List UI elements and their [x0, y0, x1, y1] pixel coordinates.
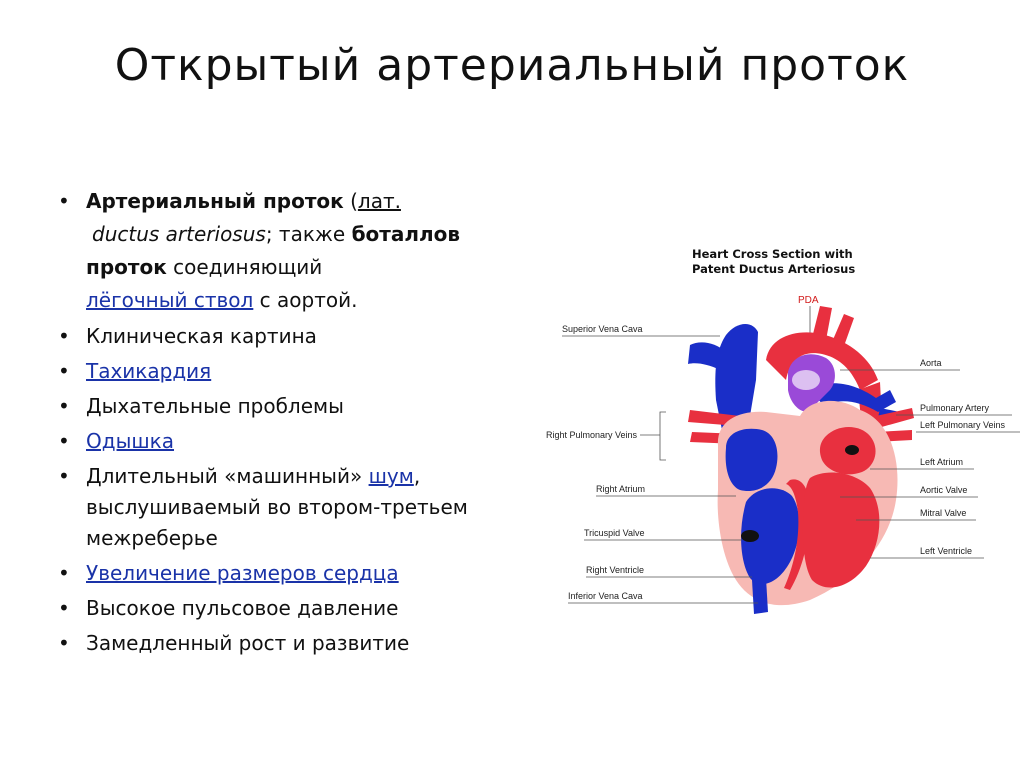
- clinical-picture: Клиническая картина: [86, 324, 317, 348]
- label-inferior-vena-cava: Inferior Vena Cava: [568, 591, 643, 601]
- pulse-pressure: Высокое пульсовое давление: [86, 596, 399, 620]
- term-ductus: Артериальный проток: [86, 189, 344, 213]
- left-atrium-opening: [845, 445, 859, 455]
- breathing-problems: Дыхательные проблемы: [86, 394, 344, 418]
- bullet-list: [58, 185, 508, 663]
- left-ventricle: [803, 473, 879, 588]
- list-item: [58, 558, 508, 589]
- diagram-title-line2: Patent Ductus Arteriosus: [692, 262, 856, 276]
- list-item: • Артериальный проток (лат. ductus arteriosus; также боталлов проток соединяющий лёгочный ствол с аортой.: [58, 185, 508, 317]
- label-right-ventricle: Right Ventricle: [586, 565, 645, 575]
- diagram-title-line1: Heart Cross Section with: [692, 247, 853, 261]
- label-pulmonary-artery: Pulmonary Artery: [920, 403, 990, 413]
- list-item: [58, 321, 508, 352]
- label-mitral-valve: Mitral Valve: [920, 508, 967, 518]
- tricuspid-valve: [741, 530, 759, 542]
- label-tricuspid-valve: Tricuspid Valve: [584, 528, 645, 538]
- alt-name-2: проток: [86, 255, 167, 279]
- label-aorta: Aorta: [920, 358, 942, 368]
- latin-name: ductus arteriosus: [92, 222, 266, 246]
- label-left-pulmonary-veins: Left Pulmonary Veins: [920, 420, 1006, 430]
- heart-cross-section-svg: [540, 240, 1024, 630]
- inferior-vena-cava: [752, 578, 768, 614]
- tachycardia-link[interactable]: Тахикардия: [86, 359, 212, 383]
- pda-label: PDA: [798, 295, 819, 306]
- pulmonary-trunk-link[interactable]: лёгочный ствол: [86, 288, 254, 312]
- aortic-branch-2: [832, 314, 854, 346]
- heart-size-link[interactable]: Увеличение размеров сердца: [86, 561, 399, 585]
- label-right-atrium: Right Atrium: [596, 484, 646, 494]
- list-item: [58, 356, 508, 387]
- pda-highlight: [792, 370, 820, 390]
- growth-delay: Замедленный рост и развитие: [86, 631, 410, 655]
- list-item: [58, 426, 508, 457]
- label-superior-vena-cava: Superior Vena Cava: [562, 324, 643, 334]
- bracket-rpv: [660, 412, 666, 460]
- dyspnea-link[interactable]: Одышка: [86, 429, 174, 453]
- lat-link[interactable]: лат.: [357, 189, 401, 213]
- label-aortic-valve: Aortic Valve: [920, 485, 968, 495]
- label-left-ventricle: Left Ventricle: [920, 546, 973, 556]
- heart-diagram: [540, 240, 1024, 630]
- label-left-atrium: Left Atrium: [920, 457, 964, 467]
- list-item: • Длительный «машинный» шум, выслушиваемый во втором-третьем межреберье: [58, 461, 508, 554]
- list-item: [58, 628, 508, 659]
- aortic-branch-1: [812, 306, 832, 340]
- list-item: [58, 593, 508, 624]
- label-right-pulmonary-veins: Right Pulmonary Veins: [546, 430, 638, 440]
- alt-name-1: боталлов: [351, 222, 461, 246]
- murmur-link[interactable]: шум: [368, 464, 414, 488]
- slide-title: Открытый артериальный проток: [114, 40, 910, 91]
- list-item: [58, 391, 508, 422]
